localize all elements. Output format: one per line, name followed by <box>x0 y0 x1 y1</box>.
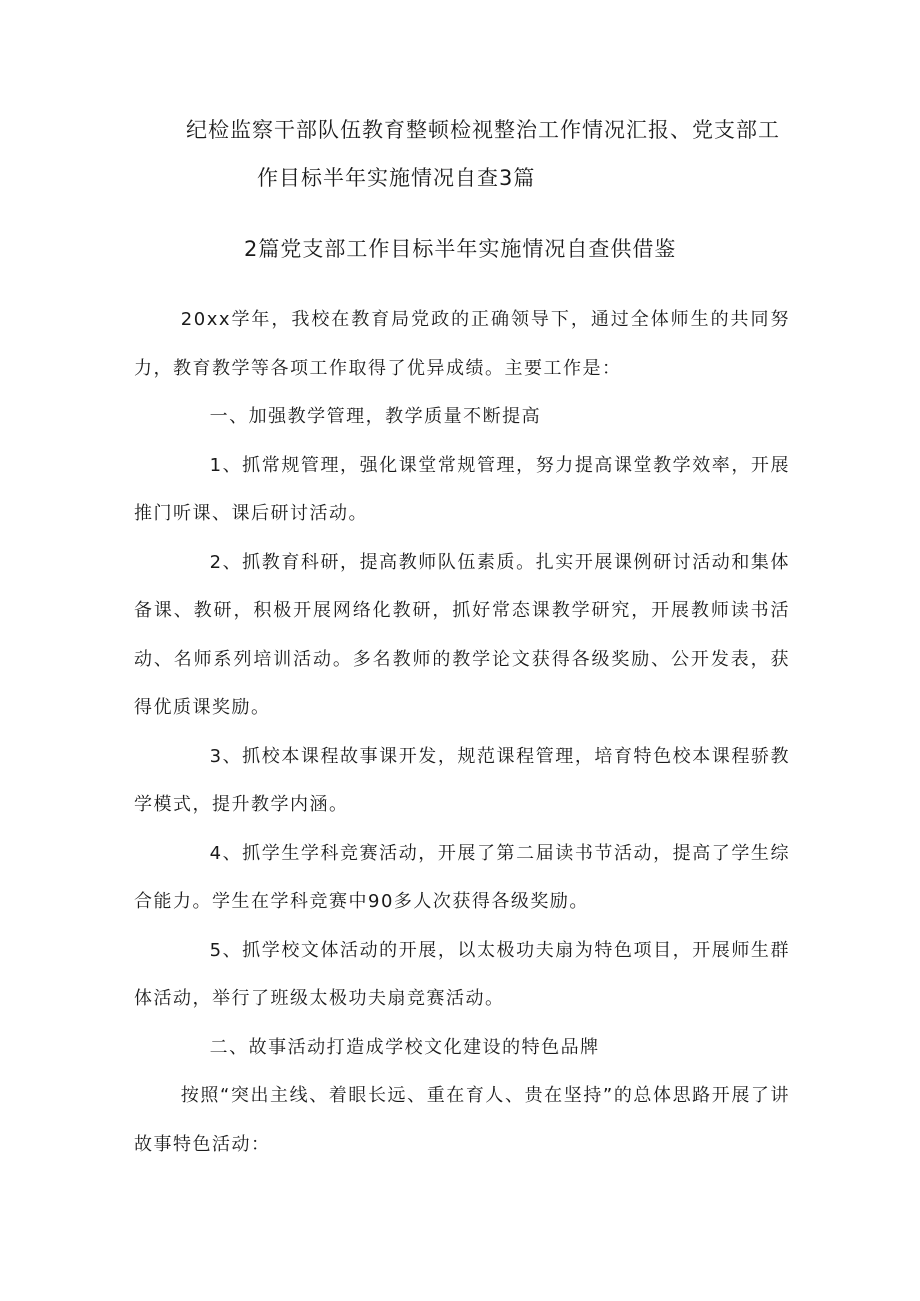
list-item: 2、抓教育科研，提高教师队伍素质。扎实开展课例研讨活动和集体备课、教研，积极开展网络化教研，抓好常态课教学研究，开展教师读书活动、名师系列培训活动。多名教师的教学论文获得各级奖励、公开发表，获得优质课奖励。 <box>134 551 790 718</box>
document-title-line-2: 作目标半年实施情况自查3篇 <box>257 166 536 190</box>
document-body <box>134 296 790 1169</box>
paragraph: 按照“突出主线、着眼长远、重在育人、贵在坚持”的总体思路开展了讲故事特色活动： <box>134 1085 790 1155</box>
document-title-line-1: 纪检监察干部队伍教育整顿检视整治工作情况汇报、党支部工 <box>186 118 780 142</box>
list-item: 3、抓校本课程故事课开发，规范课程管理，培育特色校本课程骄教学模式，提升教学内涵。 <box>134 745 790 815</box>
document-subtitle: 2篇党支部工作目标半年实施情况自查供借鉴 <box>244 237 677 261</box>
list-item: 4、抓学生学科竞赛活动，开展了第二届读书节活动，提高了学生综合能力。学生在学科竞赛中90多人次获得各级奖励。 <box>134 842 790 912</box>
paragraph-intro: 20xx学年，我校在教育局党政的正确领导下，通过全体师生的共同努力，教育教学等各项工作取得了优异成绩。主要工作是： <box>134 309 790 379</box>
section-heading: 一、加强教学管理，教学质量不断提高 <box>209 406 542 427</box>
list-item: 1、抓常规管理，强化课堂常规管理，努力提高课堂教学效率，开展推门听课、课后研讨活动。 <box>134 454 790 524</box>
list-item: 5、抓学校文体活动的开展，以太极功夫扇为特色项目，开展师生群体活动，举行了班级太极功夫扇竞赛活动。 <box>134 939 790 1009</box>
section-heading: 二、故事活动打造成学校文化建设的特色品牌 <box>209 1036 600 1058</box>
